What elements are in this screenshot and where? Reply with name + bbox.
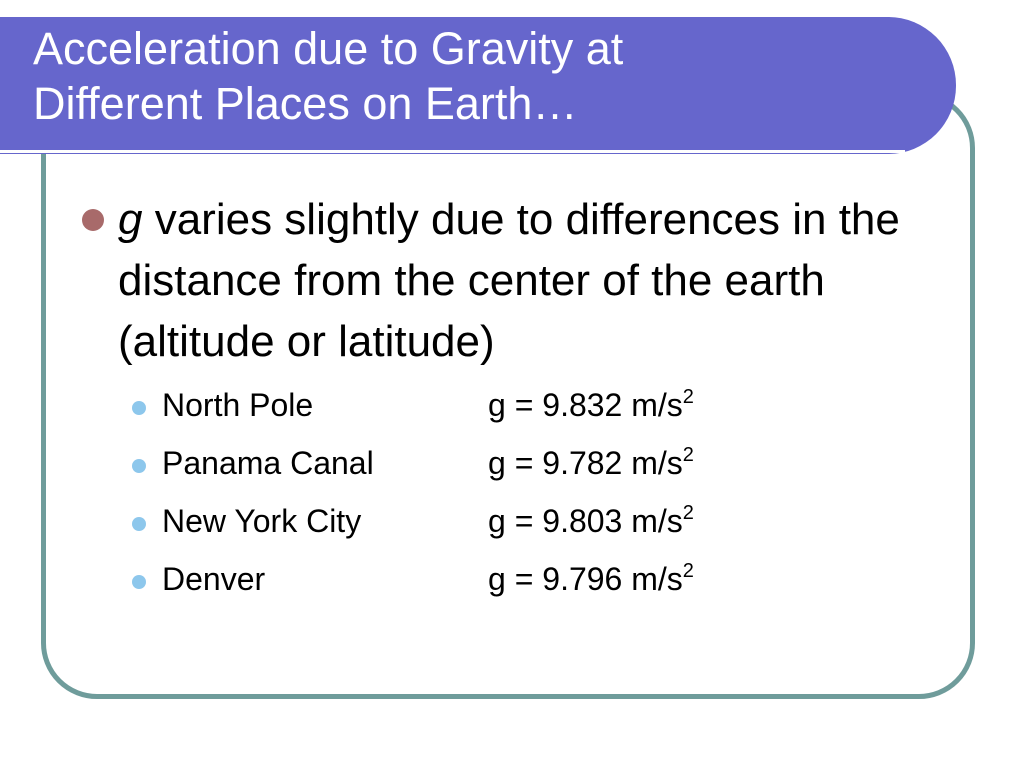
main-bullet-text (118, 189, 952, 372)
location-name: Denver (162, 561, 266, 597)
slide-title (33, 21, 913, 131)
main-bullet-dot-icon (82, 209, 104, 231)
title-line-2: Different Places on Earth… (33, 78, 578, 129)
list-item-north-pole (132, 381, 832, 439)
gravity-value-text: g = 9.803 m/s (488, 503, 683, 539)
location-list (132, 381, 832, 613)
unit-exponent: 2 (682, 444, 694, 466)
gravity-value-text: g = 9.796 m/s (488, 561, 683, 597)
unit-exponent: 2 (682, 502, 694, 524)
gravity-value-text: g = 9.782 m/s (488, 445, 683, 481)
gravity-value (488, 497, 694, 545)
unit-exponent: 2 (682, 560, 694, 582)
sub-bullet-dot-icon (132, 459, 146, 473)
location-name: Panama Canal (162, 445, 374, 481)
sub-bullet-dot-icon (132, 401, 146, 415)
gravity-value-text: g = 9.832 m/s (488, 387, 683, 423)
gravity-value (488, 381, 694, 429)
title-underline (0, 150, 905, 153)
location-name: New York City (162, 503, 362, 539)
sub-bullet-dot-icon (132, 575, 146, 589)
unit-exponent: 2 (682, 386, 694, 408)
italic-g-variable: g (118, 195, 143, 244)
title-line-1: Acceleration due to Gravity at (33, 23, 624, 74)
main-bullet-body: varies slightly due to differences in the distance from the center of the earth (altitude or latitude) (118, 195, 900, 366)
gravity-value (488, 555, 694, 603)
location-name: North Pole (162, 387, 314, 423)
sub-bullet-dot-icon (132, 517, 146, 531)
gravity-value (488, 439, 694, 487)
list-item-denver (132, 555, 832, 613)
list-item-panama-canal (132, 439, 832, 497)
list-item-new-york-city (132, 497, 832, 555)
